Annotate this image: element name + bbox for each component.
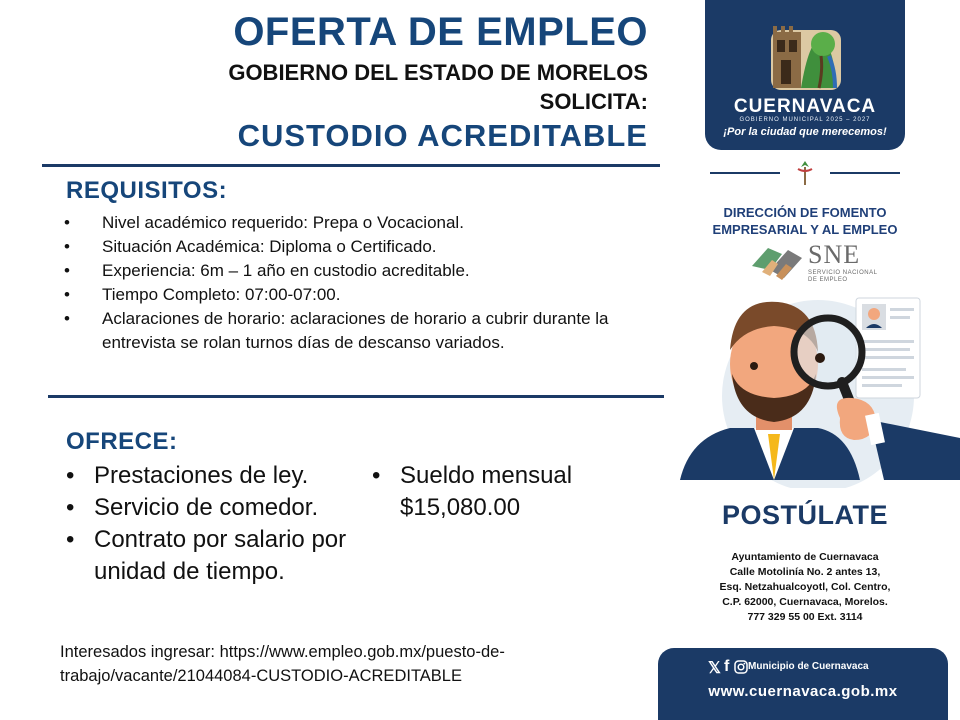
offers-heading: OFRECE: [66,428,178,455]
address-line: Esq. Netzahualcoyotl, Col. Centro, [719,581,891,593]
city-name: CUERNAVACA [733,96,877,117]
solicita-label: SOLICITA: [539,89,648,114]
recruiter-illustration-icon [670,288,960,488]
list-item: • Prestaciones de ley. [62,460,362,492]
phone-line: 777 329 55 00 Ext. 3114 [747,611,863,623]
list-item: • Aclaraciones de horario: aclaraciones de horario a cubrir durante la entrevista se rolan turnos días de descanso variados. [62,307,652,355]
contact-address [670,550,940,625]
handshake-logo-icon [748,236,808,286]
social-handle: Municipio de Cuernavaca [748,661,869,672]
apply-callout: POSTÚLATE [722,500,888,530]
cuernavaca-badge [705,0,905,150]
offers-list [62,460,362,588]
facebook-icon[interactable]: f [724,658,730,675]
footer-bar [658,648,948,720]
address-line: Ayuntamiento de Cuernavaca [731,551,879,563]
list-item: • Situación Académica: Diploma o Certificado. [62,235,652,259]
city-emblem-icon [705,0,905,96]
list-item: • Tiempo Completo: 07:00-07:00. [62,283,652,307]
sne-logo-text: SNE [808,240,861,269]
salary-list [368,460,608,524]
govt-period: GOBIERNO MUNICIPAL 2025 – 2027 [739,117,871,123]
list-item: • Contrato por salario por unidad de tiempo. [62,524,362,588]
address-line: C.P. 62000, Cuernavaca, Morelos. [722,596,888,608]
sne-subtitle [808,270,877,284]
divider-top [42,164,660,167]
ornament-divider-icon [670,155,940,195]
sne-subtitle-line2: DE EMPLEO [808,277,848,283]
sne-subtitle-line1: SERVICIO NACIONAL [808,270,878,276]
list-item: • Nivel académico requerido: Prepa o Vocacional. [62,211,652,235]
requirements-heading: REQUISITOS: [66,177,228,204]
salary-item: • Sueldo mensual $15,080.00 [368,460,608,524]
x-social-icon[interactable]: 𝕏 [708,660,721,677]
instagram-icon[interactable] [734,660,748,674]
website-link[interactable]: www.cuernavaca.gob.mx [708,683,898,700]
department-name [670,204,940,238]
application-url-note: Interesados ingresar: https://www.empleo.gob.mx/puesto-de-trabajo/vacante/21044084-CUSTODIO-ACREDITABLE [60,643,505,685]
divider-middle [48,395,664,398]
employer-name: GOBIERNO DEL ESTADO DE MORELOS [228,60,648,85]
city-slogan: ¡Por la ciudad que merecemos! [723,126,887,138]
sidebar-panel [670,0,960,720]
list-item: • Experiencia: 6m – 1 año en custodio acreditable. [62,259,652,283]
department-line1: DIRECCIÓN DE FOMENTO [723,205,887,220]
department-line2: EMPRESARIAL Y AL EMPLEO [712,222,898,237]
address-line: Calle Motolinía No. 2 antes 13, [729,566,881,578]
position-title: CUSTODIO ACREDITABLE [237,118,648,153]
list-item: • Servicio de comedor. [62,492,362,524]
requirements-list [62,211,652,355]
page-title: OFERTA DE EMPLEO [233,10,648,54]
